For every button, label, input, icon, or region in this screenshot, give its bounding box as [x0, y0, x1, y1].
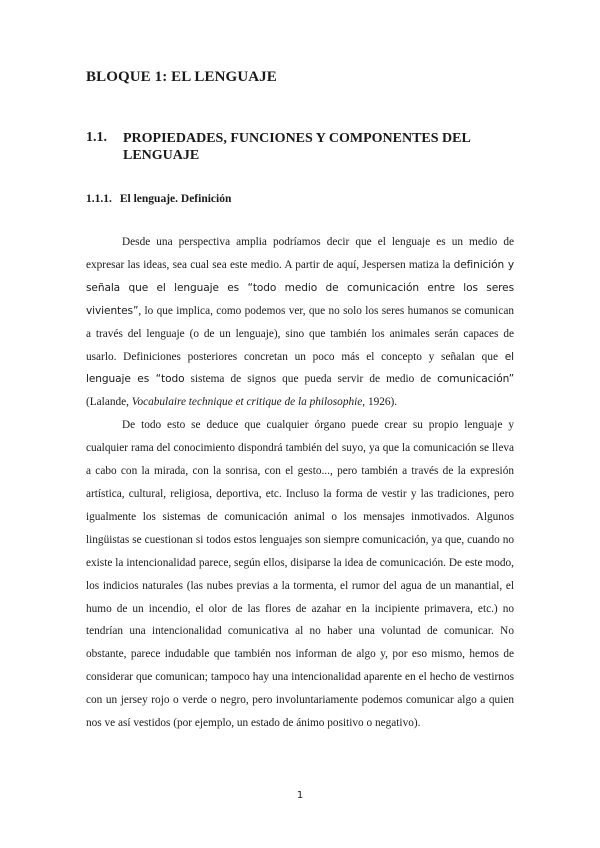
subsection-title: El lenguaje. Definición [119, 193, 232, 205]
body-text [86, 231, 514, 735]
paragraph-1-text-c: sistema de signos que pueda servir de medio de [184, 373, 438, 386]
paragraph-1 [86, 231, 514, 414]
document-title: BLOQUE 1: EL LENGUAJE [86, 69, 277, 85]
citation-title: Vocabulaire technique et critique de la philosophie [131, 396, 363, 409]
paragraph-1-text-e: , 1926). [362, 396, 398, 409]
paragraph-1-text-d: (Lalande, [86, 396, 132, 409]
section-number: 1.1. [86, 130, 107, 145]
paragraph-1-text-a: Desde una perspectiva amplia podríamos decir que el lenguaje es un medio de expresar las ideas, sea cual sea este medio. A partir de aquí, Jespersen matiza la [86, 236, 514, 271]
quote-jespersen: definición y señala que el lenguaje es “todo medio de comunicación entre los seres vivientes” [86, 258, 514, 317]
page-number: 1 [296, 790, 304, 801]
paragraph-1-text-b: , lo que implica, como podemos ver, que no solo los seres humanos se comunican a través del lenguaje (o de un lenguaje), sino que también los animales serán capaces de usarlo. Definiciones posteriores concretan un poco más el concepto y señalan que [86, 304, 514, 363]
subsection-number: 1.1.1. [86, 193, 112, 205]
quote-lalande-end: comunicación” [437, 373, 514, 386]
quote-lalande-start: el lenguaje es “todo [86, 350, 514, 386]
paragraph-2: De todo esto se deduce que cualquier órgano puede crear su propio lenguaje y cualquier rama del conocimiento dispondrá también del suyo, ya que la comunicación se lleva a cabo con la mirada, con la sonrisa, con el gesto..., pero también a través de la expresión artística, cultural, religiosa, deportiva, etc. Incluso la forma de vestir y las tradiciones, pero igualmente los sistemas de comunicación animal o los mensajes inmotivados. Algunos lingüistas se cuestionan si todos estos lenguajes son siempre comunicación, ya que, cuando no existe la intencionalidad parece, según ellos, disiparse la idea de comunicación. De este modo, los indicios naturales (las nubes previas a la tormenta, el rumor del agua de un manantial, el humo de un incendio, el olor de las flores de azahar en la incipiente primavera, etc.) no tendrían una intencionalidad comunicativa al no haber una voluntad de comunicar. No obstante, parece indudable que también nos informan de algo y, por eso mismo, hemos de considerar que comunican; tampoco hay una intencionalidad aparente en el hecho de vestirnos con un jersey rojo o verde o negro, pero involuntariamente podemos comunicar algo a quien nos ve así vestidos (por ejemplo, un estado de ánimo positivo o negativo). [86, 419, 514, 730]
subsection-heading [86, 193, 231, 205]
section-title: PROPIEDADES, FUNCIONES Y COMPONENTES DEL LENGUAJE [123, 131, 471, 163]
